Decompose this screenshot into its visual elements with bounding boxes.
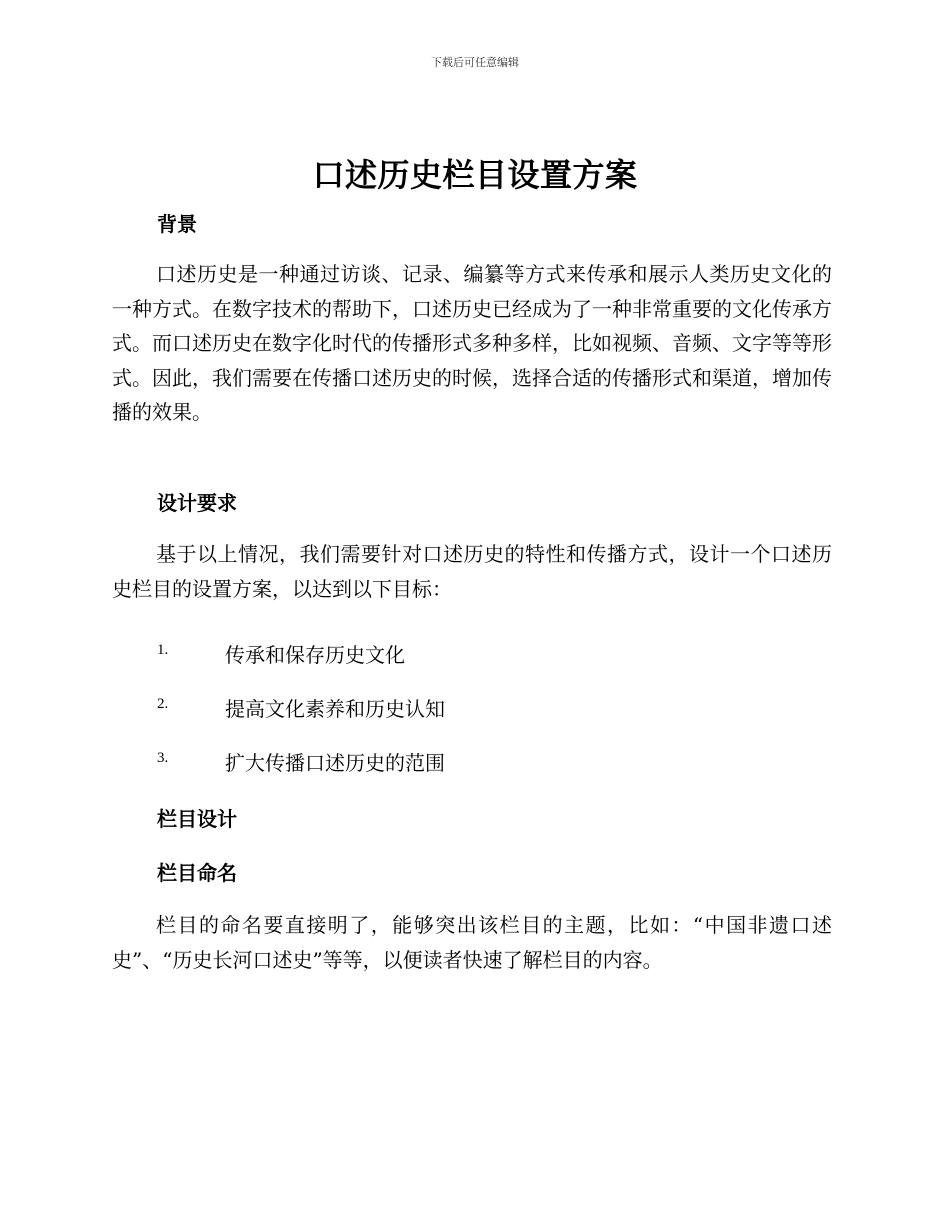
document-title: 口述历史栏目设置方案	[312, 156, 638, 194]
paragraph-design-requirements: 基于以上情况，我们需要针对口述历史的特性和传播方式，设计一个口述历史栏目的设置方案，以达到以下目标：	[112, 542, 832, 601]
heading-column-design: 栏目设计	[157, 807, 237, 831]
list-item-number: 1.	[157, 642, 169, 658]
list-item-number: 2.	[157, 696, 169, 712]
heading-design-requirements: 设计要求	[157, 491, 237, 515]
paragraph-column-naming: 栏目的命名要直接明了，能够突出该栏目的主题，比如：“中国非遗口述史”、“历史长河口述史”等等，以便读者快速了解栏目的内容。	[112, 913, 832, 972]
heading-background: 背景	[157, 212, 197, 236]
list-item-text: 扩大传播口述历史的范围	[225, 751, 445, 775]
heading-column-naming: 栏目命名	[157, 861, 237, 885]
list-item-number: 3.	[157, 750, 169, 766]
list-item-text: 提高文化素养和历史认知	[225, 697, 445, 721]
header-note: 下载后可任意编辑	[431, 56, 519, 69]
paragraph-background: 口述历史是一种通过访谈、记录、编纂等方式来传承和展示人类历史文化的一种方式。在数字技术的帮助下，口述历史已经成为了一种非常重要的文化传承方式。而口述历史在数字化时代的传播形式多种多样，比如视频、音频、文字等等形式。因此，我们需要在传播口述历史的时候，选择合适的传播形式和渠道，增加传播的效果。	[112, 262, 832, 424]
list-item-text: 传承和保存历史文化	[225, 643, 405, 667]
